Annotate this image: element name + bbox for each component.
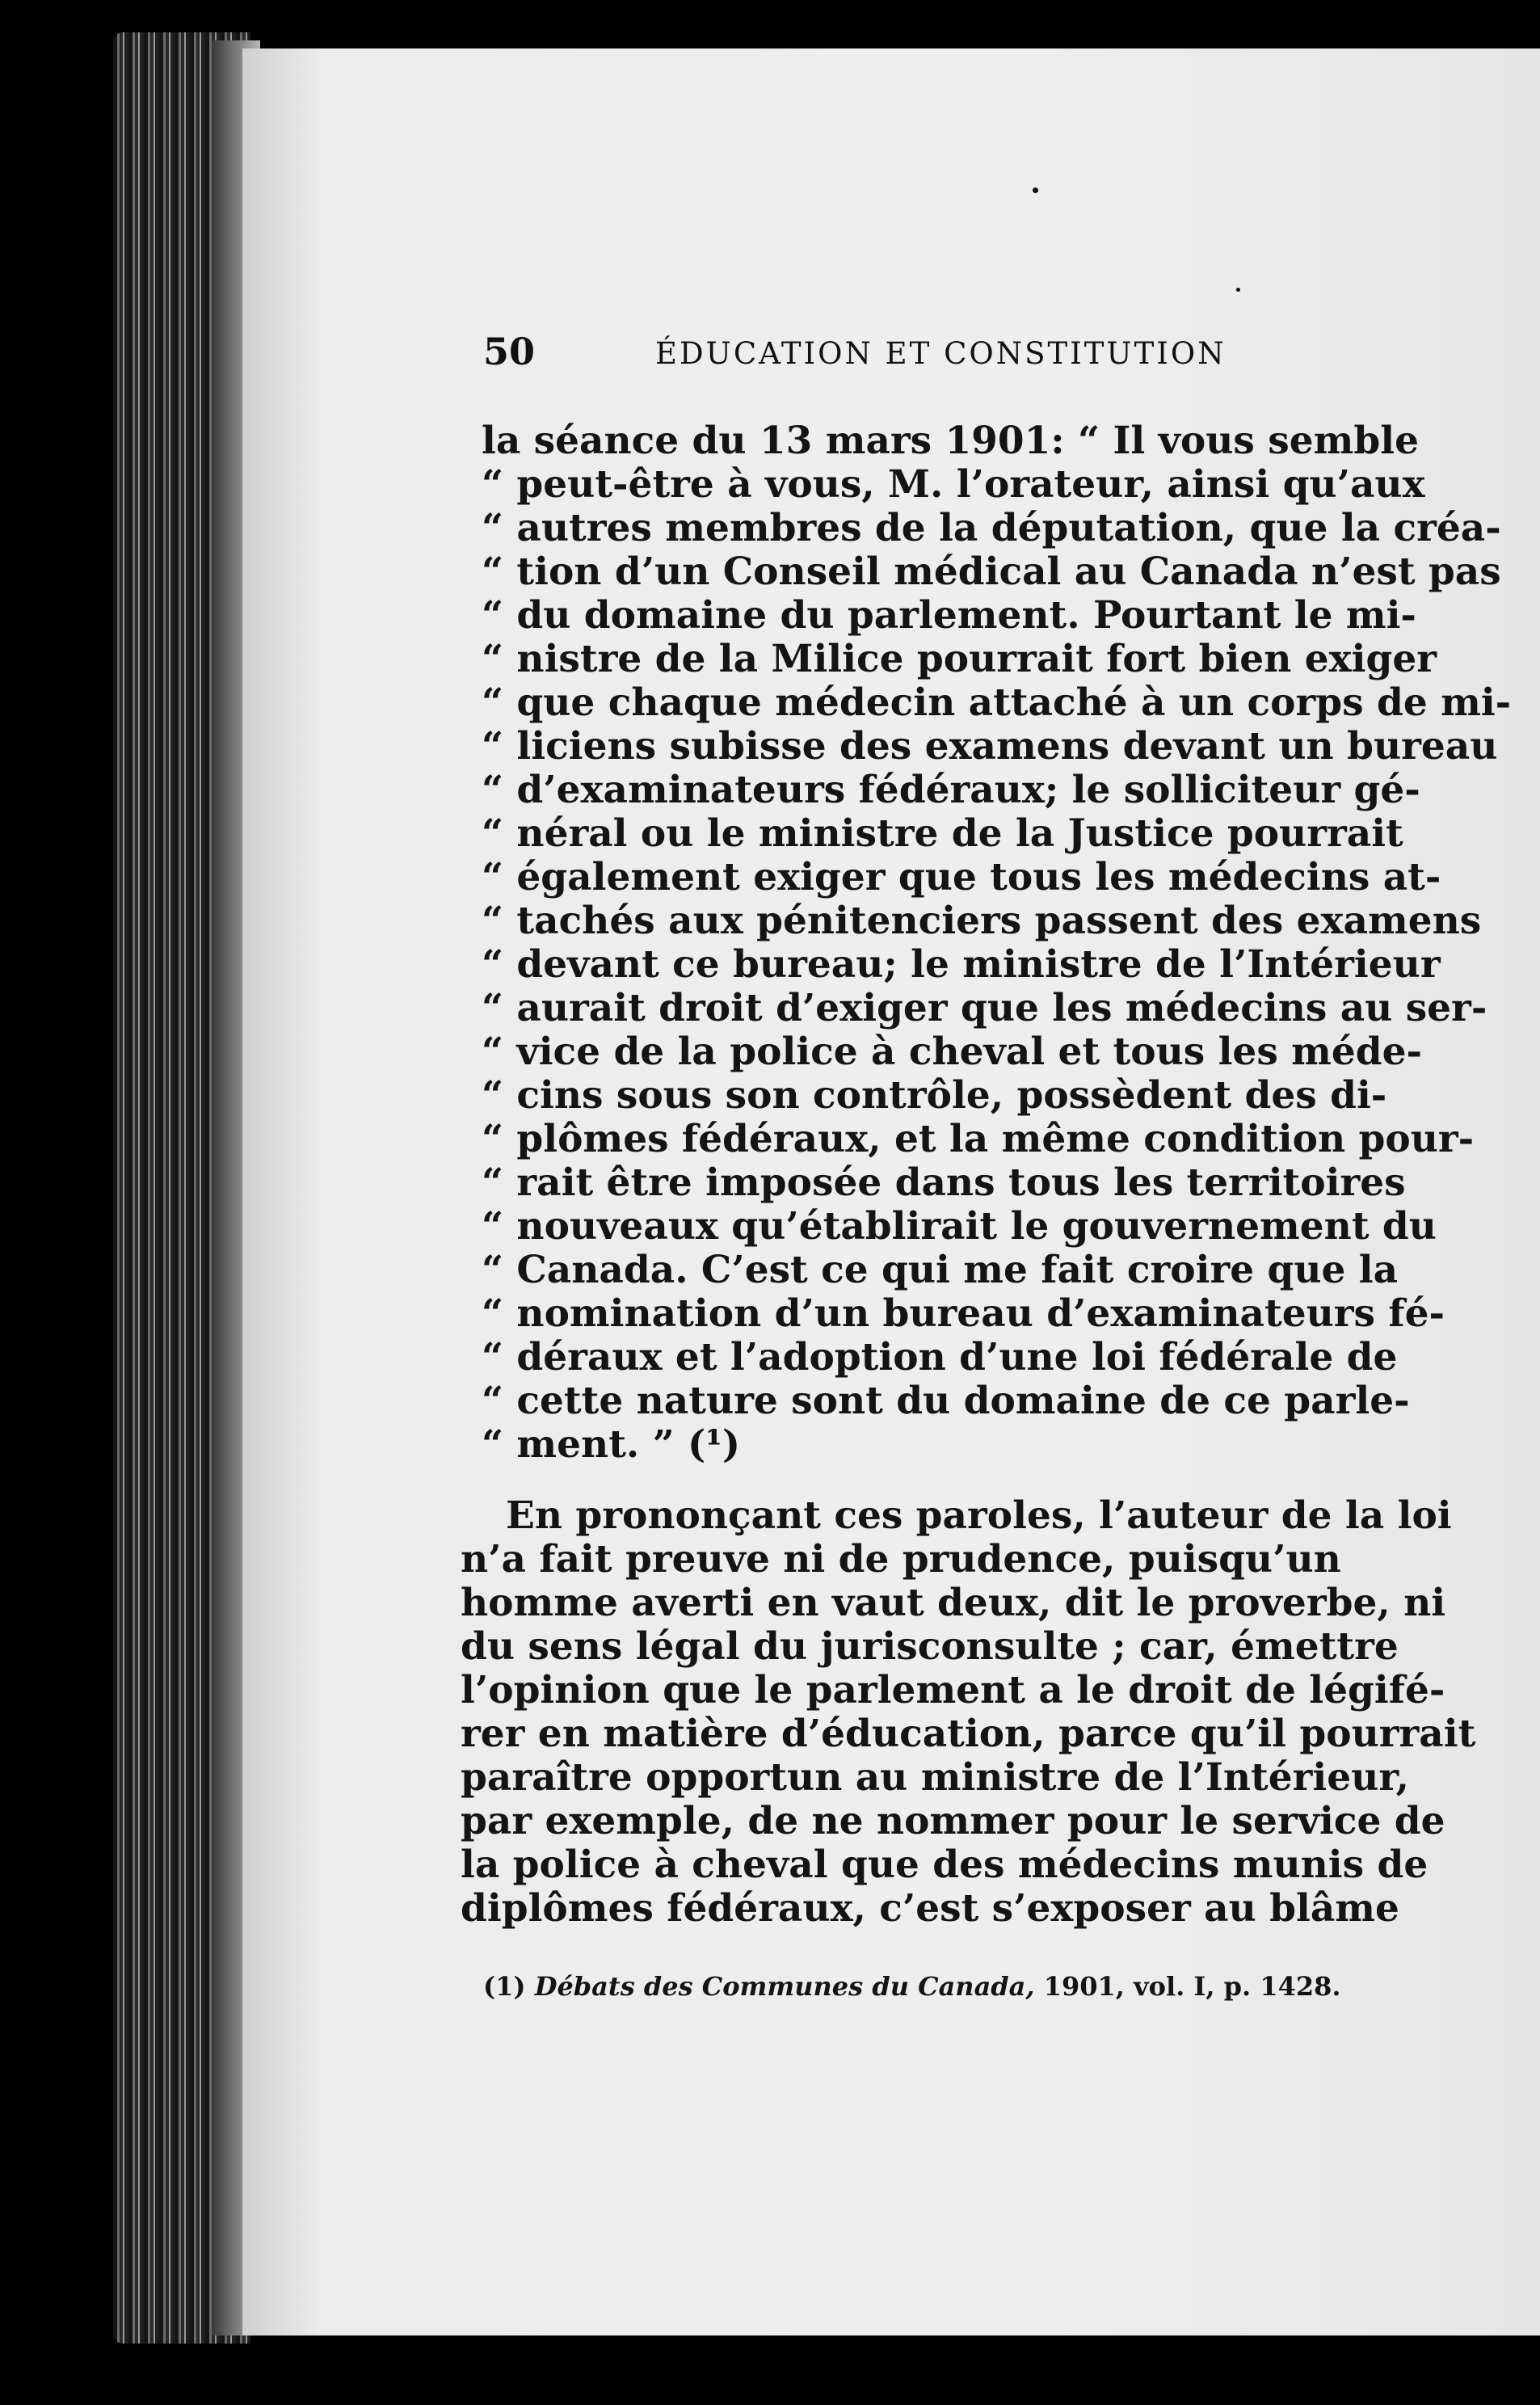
text-line: “ que chaque médecin attaché à un corps de mi-	[482, 680, 1512, 725]
text-line: paraître opportun au ministre de l’Intérieur,	[461, 1755, 1410, 1800]
text-line: “ déraux et l’adoption d’une loi fédérale de	[482, 1335, 1398, 1379]
running-head	[483, 323, 1372, 380]
text-line: la police à cheval que des médecins munis de	[461, 1843, 1428, 1887]
text-line: “ d’examinateurs fédéraux; le solliciteur gé-	[482, 768, 1420, 812]
text-line: “ devant ce bureau; le ministre de l’Intérieur	[482, 942, 1441, 987]
text-line: “ du domaine du parlement. Pourtant le mi-	[482, 593, 1416, 638]
text-line: “ liciens subisse des examens devant un bureau	[482, 724, 1498, 769]
text-line: “ autres membres de la députation, que la créa-	[482, 506, 1501, 550]
text-line: l’opinion que le parlement a le droit de légifé-	[461, 1668, 1445, 1712]
print-speck	[1033, 187, 1038, 193]
text-line: “ cette nature sont du domaine de ce parle-	[482, 1379, 1410, 1423]
text-line: la séance du 13 mars 1901: “ Il vous semble	[482, 419, 1419, 463]
text-line: “ plômes fédéraux, et la même condition pour-	[482, 1117, 1475, 1161]
text-line: du sens légal du jurisconsulte ; car, émettre	[461, 1624, 1399, 1669]
page-number: 50	[483, 330, 536, 373]
text-line: “ rait être imposée dans tous les territoires	[482, 1160, 1406, 1205]
text-line: En prononçant ces paroles, l’auteur de la loi	[506, 1493, 1452, 1538]
text-line: “ nomination d’un bureau d’examinateurs fé-	[482, 1291, 1445, 1336]
text-line: “ peut-être à vous, M. l’orateur, ainsi qu’aux	[482, 462, 1425, 507]
text-line: “ vice de la police à cheval et tous les méde-	[482, 1030, 1423, 1074]
text-line: “ nistre de la Milice pourrait fort bien exiger	[482, 637, 1437, 681]
text-line: “ nouveaux qu’établirait le gouvernement du	[482, 1204, 1437, 1249]
footnote-source: Débats des Communes du Canada,	[534, 1971, 1035, 2002]
footnote	[483, 1964, 1341, 2009]
text-line: par exemple, de ne nommer pour le service de	[461, 1799, 1445, 1843]
text-line: “ également exiger que tous les médecins at-	[482, 855, 1441, 899]
text-line: homme averti en vaut deux, dit le proverbe, ni	[461, 1581, 1446, 1625]
text-line: “ néral ou le ministre de la Justice pourrait	[482, 811, 1403, 856]
text-line: “ tion d’un Conseil médical au Canada n’est pas	[482, 550, 1501, 594]
text-line: rer en matière d’éducation, parce qu’il pourrait	[461, 1712, 1476, 1756]
running-title: ÉDUCATION ET CONSTITUTION	[655, 336, 1227, 371]
text-line: diplômes fédéraux, c’est s’exposer au blâme	[461, 1886, 1399, 1931]
footnote-details: 1901, vol. I, p. 1428.	[1043, 1971, 1341, 2002]
text-line: “ Canada. C’est ce qui me fait croire que la	[482, 1248, 1399, 1292]
footnote-marker: (1)	[483, 1971, 526, 2002]
text-line: n’a fait preuve ni de prudence, puisqu’un	[461, 1537, 1341, 1582]
text-line: “ cins sous son contrôle, possèdent des di-	[482, 1073, 1387, 1118]
text-line: “ tachés aux pénitenciers passent des examens	[482, 899, 1482, 943]
print-speck	[1236, 288, 1240, 292]
text-line: “ ment. ” (¹)	[482, 1422, 741, 1467]
text-line: “ aurait droit d’exiger que les médecins au ser-	[482, 986, 1487, 1030]
